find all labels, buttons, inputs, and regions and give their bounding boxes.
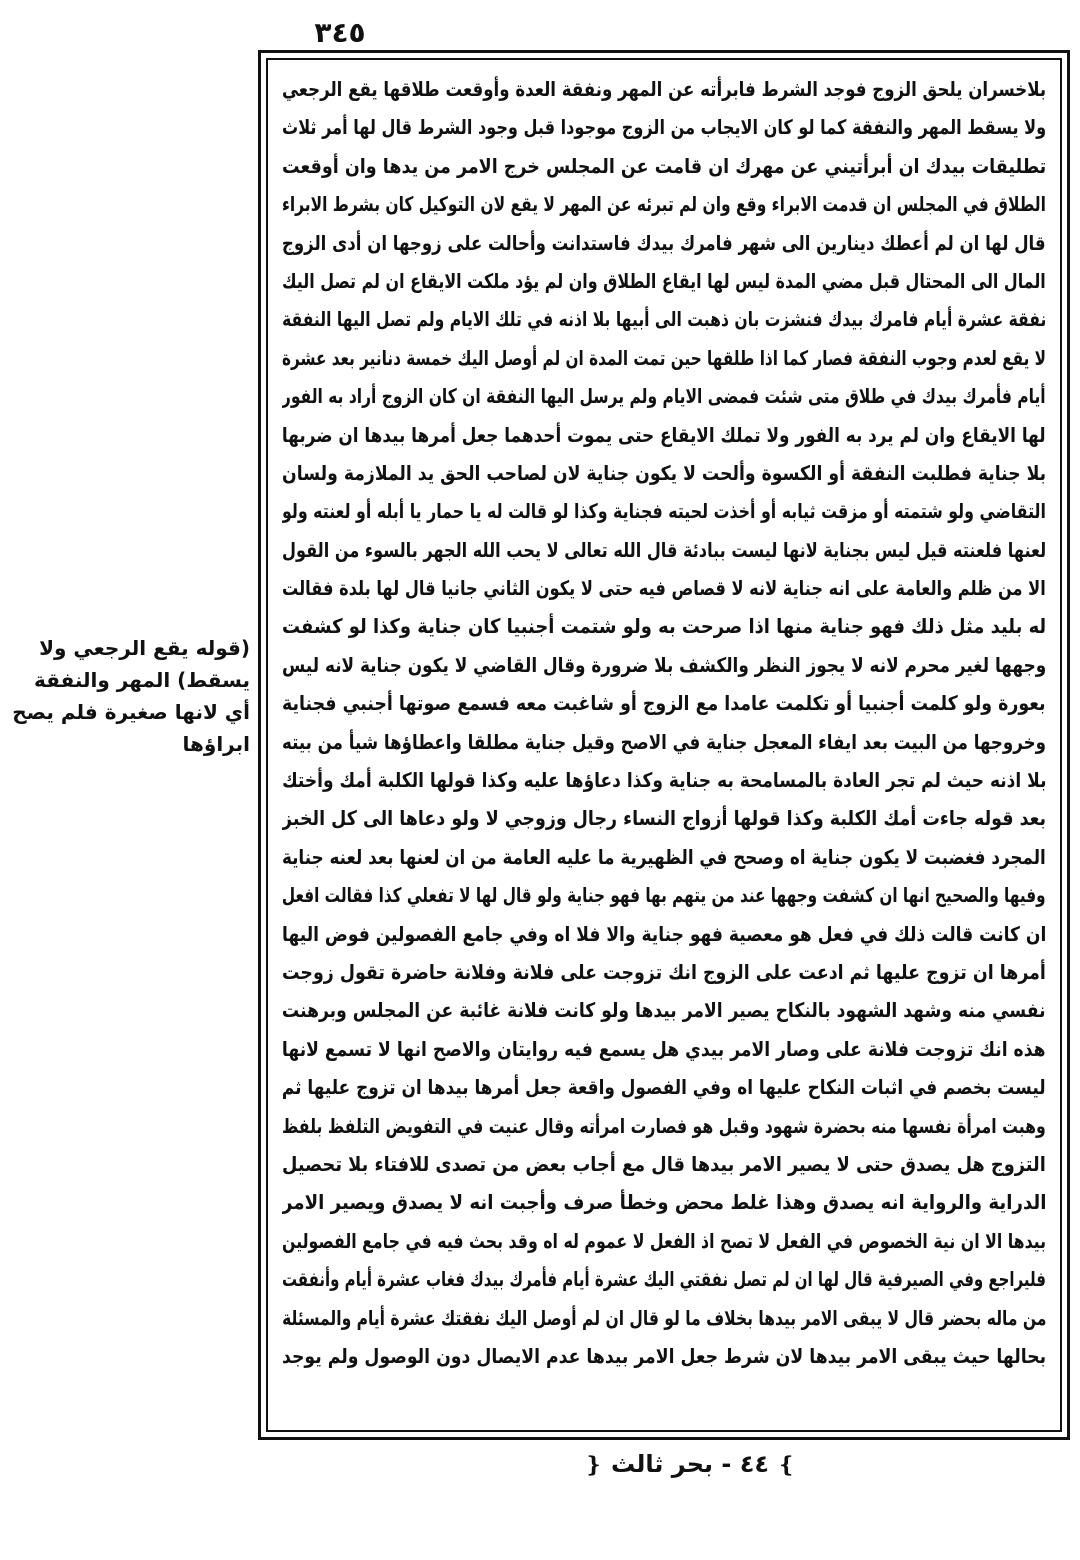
text-line: لعنها فلعنته قيل ليس بجناية لانها ليست ببادئة قال الله تعالى لا يحب الله الجهر بالسوء من القول [282,537,1046,562]
text-line: من ماله بحضر قال لا يبقى الامر بيدها بخلاف ما لو قال ان لم أوصل اليك نفقتك عشرة أيام والمسئلة [282,1305,1046,1330]
text-line: أمرها ان تزوج عليها ثم ادعت على الزوج انك تزوجت على فلانة وفلانة حاضرة تقول زوجت [282,959,1046,984]
text-line: بعد قوله جاءت أمك الكلبة وكذا قولها أزواج النساء رجال وزوجي لا ولو دعاها الى كل الخبز [282,806,1046,831]
text-line: ليست بخصم في اثبات النكاح عليها اه وفي الفصول واقعة جعل أمرها بيدها ان تزوج عليها ثم [282,1075,1046,1100]
main-text-block [282,70,1046,1375]
text-line: لا يقع لعدم وجوب النفقة فصار كما اذا طلقها حين تمت المدة ان لم أوصل اليك خمسة دنانير بعد عشرة [282,345,1046,370]
margin-note: (قوله يقع الرجعي ولا يسقط) المهر والنفقة أي لانها صغيرة فلم يصح ابراؤها [12,636,250,756]
text-line: بحالها حيث يبقى الامر بيدها لان شرط جعل الامر بيدها عدم الايصال دون الوصول ولم يوجد [282,1343,1046,1368]
text-line: ان كانت قالت ذلك في فعل هو معصية فهو جناية والا فلا اه وفي جامع الفصولين فوض اليها [282,921,1046,946]
text-line: وهبت امرأة نفسها منه بحضرة شهود وقبل هو فصارت امرأته وقال عنيت في التفويض التلفظ بلفظ [282,1113,1046,1138]
text-line: الطلاق في المجلس ان قدمت الابراء وقع وان لم تبرئه عن المهر لا يقع لان التوكيل كان بشرط الابراء [282,192,1046,217]
page-footer [580,1450,800,1478]
text-line: وجهها لغير محرم لانه لا يجوز النظر والكشف بلا ضرورة وقال القاضي لا يكون جناية لانه ليس [282,652,1046,677]
text-line: التقاضي ولو شتمته أو مزقت ثيابه أو أخذت لحيته فجناية وكذا لو قالت له يا حمار يا أبله أو لعنته ولو [282,499,1046,524]
text-line: فليراجع وفي الصيرفية قال لها ان لم تصل نفقتي اليك عشرة أيام فأمرك بيدك فغاب عشرة أيام وأنفقت [282,1267,1046,1292]
text-line: لها الايقاع وان لم يرد به الفور ولا تملك الايقاع حتى يموت أحدهما جعل أمرها بيدها ان ضربها [282,422,1046,447]
text-line: نفقة عشرة أيام فامرك بيدك فنشزت بان ذهبت الى أبيها بلا اذنه في تلك الايام ولم تصل اليها النفقة [282,307,1046,332]
text-line: أيام فأمرك بيدك في طلاق متى شئت فمضى الايام ولم يرسل اليها النفقة ان كان الزوج أراد به الفور [282,384,1046,409]
text-line: نفسي منه وشهد الشهود بالنكاح يصير الامر بيدها ولو كانت فلانة غائبة عن المجلس وبرهنت [282,998,1046,1023]
text-line: له بليد مثل ذلك فهو جناية منها اذا صرحت به ولو شتمت أجنبيا كان جناية وكذا لو كشفت [282,614,1046,639]
text-line: وفيها والصحيح انها ان كشفت وجهها عند من يتهم بها فهو جناية ولو قال لها لا تفعلي كذا فقالت افعل [282,883,1046,908]
text-line: قال لها ان لم أعطك دينارين الى شهر فامرك بيدك فاستدانت وأحالت على زوجها ان أدى الزوج [282,230,1046,255]
text-line: التزوج هل يصدق حتى لا يصير الامر بيدها قال مع أجاب بعض من تصدى للافتاء بلا تحصيل [282,1151,1046,1176]
text-line: هذه انك تزوجت فلانة على وصار الامر بيدي هل يسمع فيه روايتان والاصح انها لا تسمع لانها [282,1036,1046,1061]
text-line: الا من ظلم والعامة على انه جناية لانه لا قصاص فيه حتى لا يكون الثاني جانيا قال لها بلدة فقالت [282,576,1046,601]
text-line: المجرد فغضبت لا يكون جناية اه وصحح في الظهيرية ما عليه العامة من ان لعنها بعد لعنه جناية [282,844,1046,869]
footer-signature: ٤٤ - بحر ثالث [610,1450,769,1478]
page-frame-inner [266,58,1062,1432]
page-number: ٣٤٥ [314,16,366,49]
text-line: ولا يسقط المهر والنفقة كما لو كان الايجاب من الزوج موجودا قبل وجود الشرط قال لها أمر ثلاث [282,115,1046,140]
text-line: وخروجها من البيت بعد ايفاء المعجل جناية في الاصح وقيل جناية مطلقا واعطاؤها شيأ من بيته [282,729,1046,754]
text-line: المال الى المحتال قبل مضي المدة ليس لها ايقاع الطلاق وان لم يؤد ملكت الايقاع ان لم تصل اليك [282,268,1046,293]
text-line: بعورة ولو كلمت أجنبيا أو تكلمت عامدا مع الزوج أو شاغبت معه فسمع صوتها أجنبي فجناية [282,691,1046,716]
text-line: بلا اذنه حيث لم تجر العادة بالمسامحة به جناية وكذا دعاؤها عليه وكذا قولها الكلبة أمك وأختك [282,768,1046,793]
text-line: بيدها الا ان نية الخصوص في الفعل لا تصح اذ الفعل لا عموم له اه وقد بحث فيه في جامع الفصولين [282,1228,1046,1253]
text-line: بلا جناية فطلبت النفقة أو الكسوة وألحت لا يكون جناية لان لصاحب الحق يد الملازمة ولسان [282,460,1046,485]
footer-ornament-left: ❴ [584,1453,603,1478]
footer-ornament-right: ❵ [777,1453,796,1478]
text-line: الدراية والرواية انه يصدق وهذا غلط محض وخطأ صرف وأجبت انه لا يصدق ويصير الامر [282,1190,1046,1215]
text-line: بلاخسران يلحق الزوج فوجد الشرط فابرأته عن المهر ونفقة العدة وأوقعت طلاقها يقع الرجعي [282,77,1046,101]
text-line: تطليقات بيدك ان أبرأتيني عن مهرك ان قامت عن المجلس خرج الامر من يدها وان أوقعت [282,153,1046,178]
